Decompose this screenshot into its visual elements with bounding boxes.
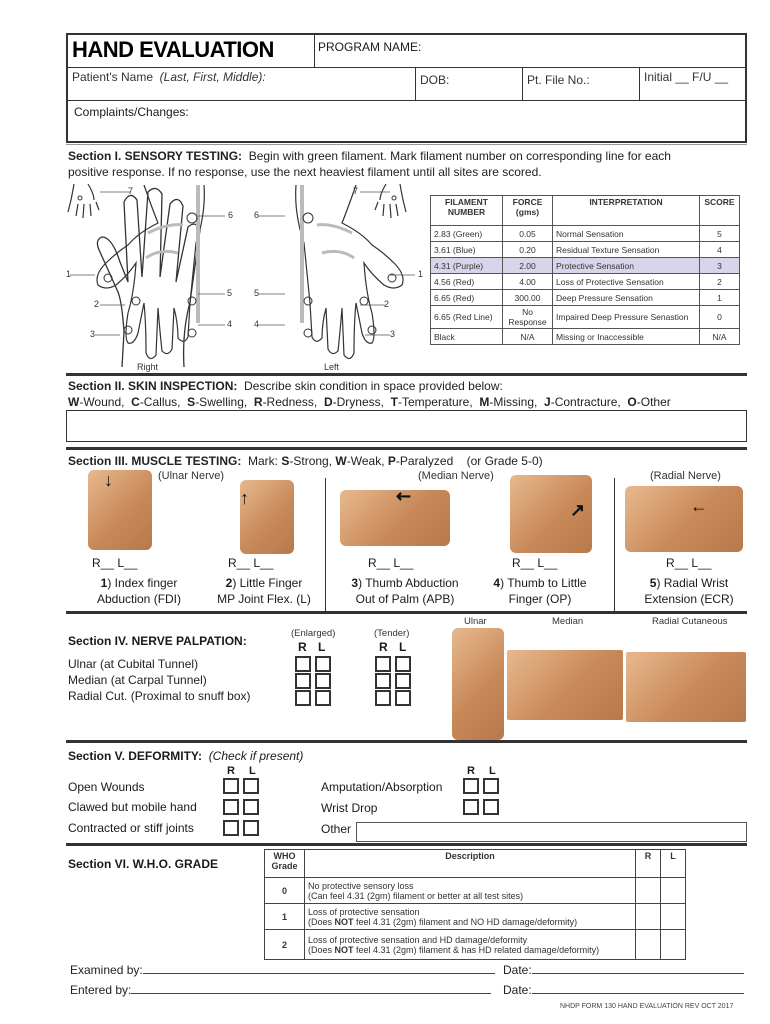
section-5-hint: (Check if present) <box>208 749 304 763</box>
col-r: R <box>636 850 661 878</box>
filament-row <box>431 290 740 306</box>
median-tender-l-checkbox[interactable] <box>395 673 411 689</box>
arrow-down-icon: ↓ <box>104 470 113 490</box>
arrow-diag-icon: ↙ <box>391 483 417 509</box>
deformity-l-label-2: L <box>489 765 496 777</box>
radial-enlarged-l-checkbox[interactable] <box>315 690 331 706</box>
radial-palpation-photo <box>626 652 746 722</box>
test-1-label <box>84 575 194 607</box>
radial-tender-r-checkbox[interactable] <box>375 690 391 706</box>
clawed-hand-label: Clawed but mobile hand <box>68 800 197 814</box>
desc-line1: Loss of protective sensation <box>308 906 420 917</box>
interpretation-cell: Normal Sensation <box>553 226 700 242</box>
section-divider <box>66 740 747 743</box>
ulnar-palpation-photo <box>452 628 504 740</box>
tender-label: (Tender) <box>374 628 410 639</box>
score-cell: 1 <box>700 290 740 306</box>
desc-line2-post: feel 4.31 (2gm) filament & has HD related damage/deformity) <box>353 944 600 955</box>
description-cell <box>305 930 636 960</box>
clawed-hand-l-checkbox[interactable] <box>243 799 259 815</box>
who-row <box>265 904 686 930</box>
force-cell: 2.00 <box>503 258 553 274</box>
filament-cell: 4.56 (Red) <box>431 274 503 290</box>
who-grade-table <box>264 849 686 960</box>
nerve-group-divider <box>614 478 615 613</box>
test-line1: ) Little Finger <box>232 576 303 590</box>
grade-cell: 0 <box>265 878 305 904</box>
description-cell <box>305 904 636 930</box>
test-line1: ) Index finger <box>107 576 178 590</box>
grade-2-l-cell[interactable] <box>661 930 686 960</box>
entered-by-row <box>70 983 491 997</box>
filament-row <box>431 226 740 242</box>
site-3-right: 3 <box>90 329 96 339</box>
median-enlarged-l-checkbox[interactable] <box>315 673 331 689</box>
entered-by-input[interactable] <box>131 993 491 994</box>
test-line1: ) Thumb to Little <box>500 576 587 590</box>
test-4-label <box>478 575 602 607</box>
filament-cell: 6.65 (Red Line) <box>431 306 503 329</box>
score-cell: 4 <box>700 242 740 258</box>
desc-line2-pre: (Does <box>308 944 335 955</box>
skin-condition-input[interactable] <box>66 410 747 442</box>
enlarged-r-label: R <box>298 640 307 654</box>
program-name-field[interactable] <box>314 35 747 68</box>
radial-tender-l-checkbox[interactable] <box>395 690 411 706</box>
section-4-heading: Section IV. NERVE PALPATION: <box>68 634 247 648</box>
palpation-row-radial: Radial Cut. (Proximal to snuff box) <box>68 689 251 703</box>
skin-code-m: M-Missing, <box>479 395 538 409</box>
section-2-instructions: Describe skin condition in space provided below: <box>244 379 503 393</box>
interpretation-cell: Deep Pressure Sensation <box>553 290 700 306</box>
section-3-header <box>68 454 748 468</box>
wrist-drop-l-checkbox[interactable] <box>483 799 499 815</box>
score-cell: 5 <box>700 226 740 242</box>
site-6-right: 6 <box>228 210 234 220</box>
section-1-instructions-2: positive response. If no response, use the next heaviest filament until all sites are scored. <box>68 165 542 179</box>
other-deformity-input[interactable] <box>356 822 747 842</box>
palpation-rows <box>68 656 251 704</box>
median-tender-r-checkbox[interactable] <box>375 673 391 689</box>
test-line2: Out of Palm (APB) <box>355 592 455 606</box>
grade-cell: 2 <box>265 930 305 960</box>
deformity-r-label: R <box>227 765 235 777</box>
grade-0-r-cell[interactable] <box>636 878 661 904</box>
test-num: 3 <box>351 576 359 590</box>
section-divider <box>66 843 747 846</box>
site-5-right: 5 <box>227 288 233 298</box>
section-1-header <box>68 148 748 180</box>
force-cell: 0.05 <box>503 226 553 242</box>
col-filament: FILAMENT NUMBER <box>431 196 503 226</box>
deformity-r-label-2: R <box>467 765 475 777</box>
complaints-field[interactable] <box>68 101 745 141</box>
arrow-diag-up-icon: ↗ <box>570 500 586 520</box>
force-cell: 300.00 <box>503 290 553 306</box>
desc-line1: Loss of protective sensation and HD damage/deformity <box>308 934 528 945</box>
section-5-heading: Section V. DEFORMITY: <box>68 749 203 763</box>
site-4-left: 4 <box>254 319 260 329</box>
skin-code-t: T-Temperature, <box>390 395 473 409</box>
radial-cutaneous-photo-label: Radial Cutaneous <box>652 616 728 627</box>
col-description: Description <box>305 850 636 878</box>
grade-1-l-cell[interactable] <box>661 904 686 930</box>
mark-key: P <box>387 454 396 468</box>
section-divider <box>66 373 747 376</box>
mark-label-text: -Strong, <box>289 454 333 468</box>
section-3-heading: Section III. MUSCLE TESTING: <box>68 454 242 468</box>
col-score: SCORE <box>700 196 740 226</box>
test-4-rl[interactable]: R__ L__ <box>512 556 558 570</box>
grade-cell: 1 <box>265 904 305 930</box>
tender-r-label: R <box>379 640 388 654</box>
who-row <box>265 930 686 960</box>
contracted-joints-label: Contracted or stiff joints <box>68 821 194 835</box>
examined-date-input[interactable] <box>532 973 744 974</box>
desc-bold: NOT <box>334 916 354 927</box>
test-3-rl[interactable]: R__ L__ <box>368 556 414 570</box>
median-photo-label: Median <box>552 616 584 627</box>
interpretation-cell: Residual Texture Sensation <box>553 242 700 258</box>
arrow-up-icon: ↑ <box>240 488 249 508</box>
file-no-label: Pt. File No.: <box>527 73 590 87</box>
ulnar-nerve-label: (Ulnar Nerve) <box>158 470 225 482</box>
grade-2-r-cell[interactable] <box>636 930 661 960</box>
dob-field[interactable] <box>415 68 522 101</box>
filament-cell: 3.61 (Blue) <box>431 242 503 258</box>
deformity-l-label: L <box>249 765 256 777</box>
form-id: NHDP FORM 130 HAND EVALUATION REV OCT 2017 <box>560 1003 734 1010</box>
test-5-label <box>628 575 750 607</box>
skin-code-r: R-Redness, <box>253 395 318 409</box>
filament-cell: 6.65 (Red) <box>431 290 503 306</box>
filament-row <box>431 242 740 258</box>
clawed-hand-r-checkbox[interactable] <box>223 799 239 815</box>
entered-date-row <box>503 983 744 997</box>
col-who-grade: WHO Grade <box>265 850 305 878</box>
wrist-drop-r-checkbox[interactable] <box>463 799 479 815</box>
section-1-heading: Section I. SENSORY TESTING: <box>68 149 243 163</box>
grade-1-r-cell[interactable] <box>636 904 661 930</box>
description-cell <box>305 878 636 904</box>
filament-table <box>430 195 740 345</box>
skin-code-w: W-Wound, <box>68 395 125 409</box>
nerve-group-divider <box>325 478 326 613</box>
section-1-instructions-1: Begin with green filament. Mark filament number on corresponding line for each <box>248 149 671 163</box>
contracted-joints-r-checkbox[interactable] <box>223 820 239 836</box>
col-force: FORCE (gms) <box>503 196 553 226</box>
ulnar-tender-r-checkbox[interactable] <box>375 656 391 672</box>
median-enlarged-r-checkbox[interactable] <box>295 673 311 689</box>
site-1-right: 1 <box>66 269 72 279</box>
grade-note: (or Grade 5-0) <box>466 454 543 468</box>
col-l: L <box>661 850 686 878</box>
col-interpretation: INTERPRETATION <box>553 196 700 226</box>
radial-enlarged-r-checkbox[interactable] <box>295 690 311 706</box>
skin-code-d: D-Dryness, <box>323 395 384 409</box>
radial-wrist-test-photo <box>625 486 743 552</box>
initial-fu-label: Initial __ F/U __ <box>644 70 729 84</box>
skin-code-c: C-Callus, <box>131 395 181 409</box>
who-row <box>265 878 686 904</box>
date-label: Date: <box>503 983 532 997</box>
mark-label: Mark: <box>248 454 279 468</box>
patient-header-box <box>66 33 747 143</box>
score-cell: N/A <box>700 329 740 345</box>
program-name-label: PROGRAM NAME: <box>318 40 422 54</box>
file-no-field[interactable] <box>522 68 639 101</box>
test-line1: ) Thumb Abduction <box>358 576 459 590</box>
tender-l-label: L <box>399 640 407 654</box>
score-cell: 0 <box>700 306 740 329</box>
site-7-right: 7 <box>128 186 134 196</box>
entered-date-input[interactable] <box>532 993 744 994</box>
score-cell: 2 <box>700 274 740 290</box>
desc-line1: No protective sensory loss <box>308 880 414 891</box>
section-5-header <box>68 749 303 763</box>
test-2-rl[interactable]: R__ L__ <box>228 556 274 570</box>
examined-date-row <box>503 963 744 977</box>
palpation-row-median: Median (at Carpal Tunnel) <box>68 673 207 687</box>
date-label: Date: <box>503 963 532 977</box>
mark-label-text: -Weak, <box>346 454 385 468</box>
examined-by-label: Examined by: <box>70 963 143 977</box>
contracted-joints-l-checkbox[interactable] <box>243 820 259 836</box>
open-wounds-label: Open Wounds <box>68 780 145 794</box>
right-hand-label: Right <box>137 362 159 372</box>
palpation-row-ulnar: Ulnar (at Cubital Tunnel) <box>68 657 199 671</box>
interpretation-cell: Missing or Inaccessible <box>553 329 700 345</box>
test-num: 2 <box>225 576 233 590</box>
entered-by-label: Entered by: <box>70 983 132 997</box>
ulnar-enlarged-r-checkbox[interactable] <box>295 656 311 672</box>
force-cell: 0.20 <box>503 242 553 258</box>
test-line1: ) Radial Wrist <box>656 576 729 590</box>
divider <box>66 144 747 145</box>
section-divider <box>66 611 747 614</box>
initial-fu-field[interactable] <box>639 68 747 101</box>
open-wounds-r-checkbox[interactable] <box>223 778 239 794</box>
section-2-header <box>68 378 748 410</box>
skin-code-j: J-Contracture, <box>544 395 621 409</box>
site-3-left: 3 <box>390 329 396 339</box>
ulnar-enlarged-l-checkbox[interactable] <box>315 656 331 672</box>
filament-row <box>431 274 740 290</box>
desc-line2-pre: (Does <box>308 916 335 927</box>
examined-by-row <box>70 963 495 977</box>
site-2-right: 2 <box>94 299 100 309</box>
interpretation-cell: Protective Sensation <box>553 258 700 274</box>
test-line2: Extension (ECR) <box>644 592 734 606</box>
force-cell: No Response <box>503 306 553 329</box>
section-6-heading: Section VI. W.H.O. GRADE <box>68 857 219 871</box>
site-2-left: 2 <box>384 299 390 309</box>
test-num: 1 <box>100 576 108 590</box>
form-title: HAND EVALUATION <box>72 37 274 62</box>
interpretation-cell: Impaired Deep Pressure Senastion <box>553 306 700 329</box>
filament-cell: 2.83 (Green) <box>431 226 503 242</box>
median-nerve-label: (Median Nerve) <box>418 470 494 482</box>
complaints-label: Complaints/Changes: <box>74 105 189 119</box>
filament-row-highlighted <box>431 258 740 274</box>
test-3-label <box>340 575 470 607</box>
interpretation-cell: Loss of Protective Sensation <box>553 274 700 290</box>
amputation-r-checkbox[interactable] <box>463 778 479 794</box>
test-5-rl[interactable]: R__ L__ <box>666 556 712 570</box>
test-1-rl[interactable]: R__ L__ <box>92 556 138 570</box>
desc-line2-post: feel 4.31 (2gm) filament and NO HD damage/deformity) <box>353 916 578 927</box>
section-2-heading: Section II. SKIN INSPECTION: <box>68 379 238 393</box>
filament-cell: Black <box>431 329 503 345</box>
amputation-l-checkbox[interactable] <box>483 778 499 794</box>
test-2-label <box>204 575 324 607</box>
patient-name-field[interactable] <box>68 68 415 101</box>
site-5-left: 5 <box>254 288 260 298</box>
filament-row <box>431 329 740 345</box>
force-cell: N/A <box>503 329 553 345</box>
radial-nerve-label: (Radial Nerve) <box>650 470 721 482</box>
filament-cell: 4.31 (Purple) <box>431 258 503 274</box>
site-7-left: 7 <box>353 186 359 196</box>
ulnar-photo-label: Ulnar <box>464 616 487 627</box>
dob-label: DOB: <box>420 73 450 87</box>
filament-row <box>431 306 740 329</box>
test-line2: Abduction (FDI) <box>96 592 182 606</box>
desc-bold: NOT <box>334 944 354 955</box>
test-line2: Finger (OP) <box>508 592 572 606</box>
mark-key: S <box>281 454 290 468</box>
open-wounds-l-checkbox[interactable] <box>243 778 259 794</box>
index-finger-test-photo <box>88 470 152 550</box>
skin-code-s: S-Swelling, <box>187 395 248 409</box>
amputation-label: Amputation/Absorption <box>321 780 443 794</box>
force-cell: 4.00 <box>503 274 553 290</box>
examined-by-input[interactable] <box>143 973 495 974</box>
site-6-left: 6 <box>254 210 260 220</box>
arrow-left-icon: ← <box>690 496 708 516</box>
left-hand-label: Left <box>324 362 340 372</box>
skin-code-o: O-Other <box>627 395 671 409</box>
site-1-left: 1 <box>418 269 424 279</box>
mark-label-text: -Paralyzed <box>395 454 454 468</box>
enlarged-l-label: L <box>318 640 326 654</box>
mark-key: W <box>335 454 347 468</box>
wrist-drop-label: Wrist Drop <box>321 801 378 815</box>
test-num: 5 <box>649 576 657 590</box>
test-num: 4 <box>493 576 501 590</box>
grade-0-l-cell[interactable] <box>661 878 686 904</box>
score-cell: 3 <box>700 258 740 274</box>
ulnar-tender-l-checkbox[interactable] <box>395 656 411 672</box>
section-divider <box>66 447 747 450</box>
patient-name-label: Patient's Name <box>72 70 153 84</box>
desc-line2: (Can feel 4.31 (2gm) filament or better at all test sites) <box>308 890 524 901</box>
enlarged-label: (Enlarged) <box>291 628 336 639</box>
site-leader-lines <box>60 180 430 380</box>
patient-name-hint: (Last, First, Middle): <box>159 70 266 84</box>
test-line2: MP Joint Flex. (L) <box>217 592 311 606</box>
median-palpation-photo <box>507 650 623 720</box>
site-4-right: 4 <box>227 319 233 329</box>
other-label: Other <box>321 822 352 836</box>
